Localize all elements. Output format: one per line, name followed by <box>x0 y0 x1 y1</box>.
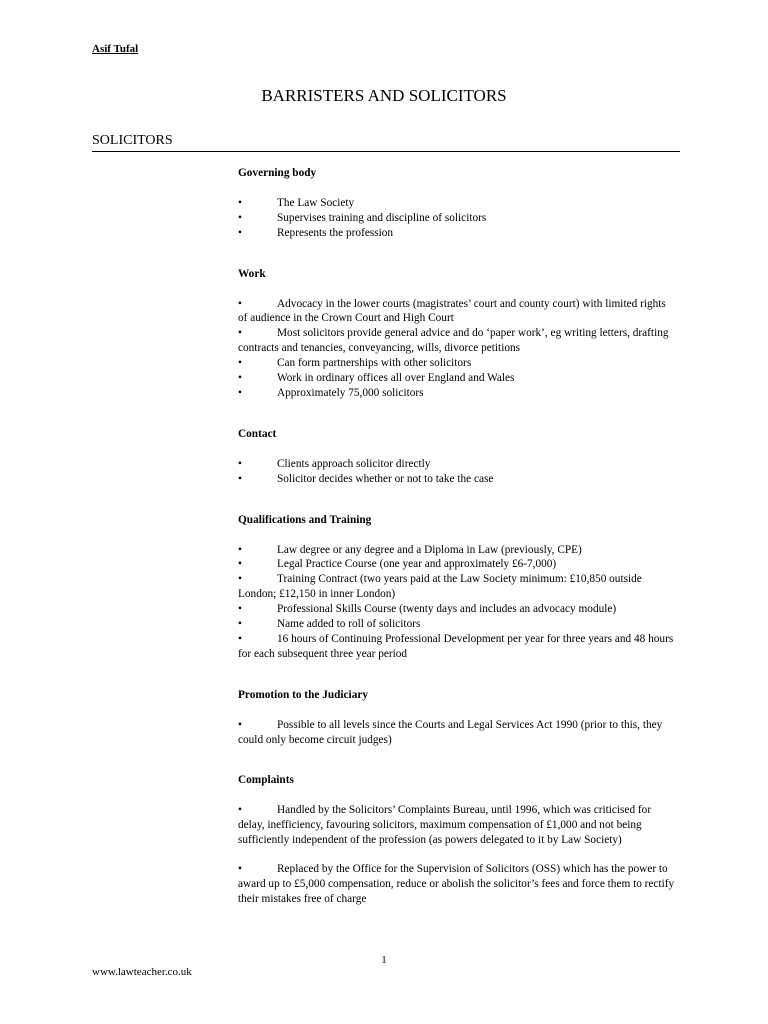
list-item: • Legal Practice Course (one year and approximately £6-7,000) <box>238 558 557 571</box>
bullet-icon: • <box>238 327 242 340</box>
bullet-icon: • <box>238 386 242 399</box>
qualifications-heading: Qualifications and Training <box>238 513 372 526</box>
promotion-heading: Promotion to the Judiciary <box>238 688 369 701</box>
list-item: • Name added to roll of solicitors <box>238 618 421 631</box>
list-item: • Replaced by the Office for the Supervision of Solicitors (OSS) which has the power to award up to £5,000 compensation, reduce or abolish the solicitor’s fees and force them to rectify their mistakes free of charge <box>238 863 675 905</box>
list-item: • Most solicitors provide general advice and do ‘paper work’, eg writing letters, drafting contracts and tenancies, conveyancing, wills, divorce petitions <box>238 327 669 355</box>
bullet-icon: • <box>238 558 242 571</box>
footer-url: www.lawteacher.co.uk <box>92 966 192 978</box>
bullet-icon: • <box>238 632 242 645</box>
list-item: • The Law Society <box>238 196 355 209</box>
list-item: • Can form partnerships with other solicitors <box>238 357 472 370</box>
bullet-icon: • <box>238 211 242 224</box>
qualifications-list <box>238 543 678 573</box>
list-item: • Training Contract (two years paid at the Law Society minimum: £10,850 outside London; £12,150 in inner London) <box>238 573 642 601</box>
list-item: • Law degree or any degree and a Diploma in Law (previously, CPE) <box>238 543 582 556</box>
bullet-icon: • <box>238 357 242 370</box>
bullet-icon: • <box>238 472 242 485</box>
work-list <box>238 356 678 401</box>
bullet-icon: • <box>238 543 242 556</box>
complaints-heading: Complaints <box>238 774 294 787</box>
bullet-icon: • <box>238 618 242 631</box>
governing-body-heading: Governing body <box>238 167 317 179</box>
list-item: • Solicitor decides whether or not to take the case <box>238 472 494 485</box>
bullet-icon: • <box>238 297 242 310</box>
bullet-icon: • <box>238 718 242 731</box>
section-divider <box>92 151 680 152</box>
bullet-icon: • <box>238 573 242 586</box>
document-title: BARRISTERS AND SOLICITORS <box>261 86 507 105</box>
bullet-icon: • <box>238 863 242 876</box>
bullet-icon: • <box>238 372 242 385</box>
contact-section <box>238 427 678 487</box>
work-section <box>238 267 678 401</box>
bullet-icon: • <box>238 226 242 239</box>
page-number: 1 <box>381 954 387 966</box>
contact-list <box>238 457 678 487</box>
promotion-section <box>238 688 678 748</box>
work-heading: Work <box>238 267 266 280</box>
document-body <box>238 166 678 933</box>
bullet-icon: • <box>238 603 242 616</box>
list-item: • Handled by the Solicitors’ Complaints Bureau, until 1996, which was criticised for delay, inefficiency, favouring solicitors, maximum compensation of £1,000 and not being sufficiently independent of the profession (as powers delegated to it by Law Society) <box>238 804 652 847</box>
section-heading: SOLICITORS <box>92 133 173 148</box>
qualifications-section <box>238 513 678 662</box>
bullet-icon: • <box>238 196 242 209</box>
list-item: • Professional Skills Course (twenty days and includes an advocacy module) <box>238 603 617 616</box>
bullet-icon: • <box>238 804 242 817</box>
governing-body-section <box>238 166 678 241</box>
list-item: • Advocacy in the lower courts (magistrates’ court and county court) with limited rights of audience in the Crown Court and High Court <box>238 297 666 325</box>
list-item: • 16 hours of Continuing Professional Development per year for three years and 48 hours for each subsequent three year period <box>238 632 674 660</box>
list-item: • Approximately 75,000 solicitors <box>238 386 424 399</box>
list-item: • Possible to all levels since the Courts and Legal Services Act 1990 (prior to this, they could only become circuit judges) <box>238 718 663 746</box>
list-item: • Clients approach solicitor directly <box>238 457 431 470</box>
list-item: • Supervises training and discipline of solicitors <box>238 211 487 224</box>
bullet-icon: • <box>238 457 242 470</box>
list-item: • Work in ordinary offices all over England and Wales <box>238 372 515 385</box>
governing-body-list <box>238 196 678 241</box>
qualifications-list-continued <box>238 602 678 632</box>
complaints-section <box>238 773 678 906</box>
list-item: • Represents the profession <box>238 226 394 239</box>
contact-heading: Contact <box>238 427 277 440</box>
author-name: Asif Tufal <box>92 43 139 55</box>
